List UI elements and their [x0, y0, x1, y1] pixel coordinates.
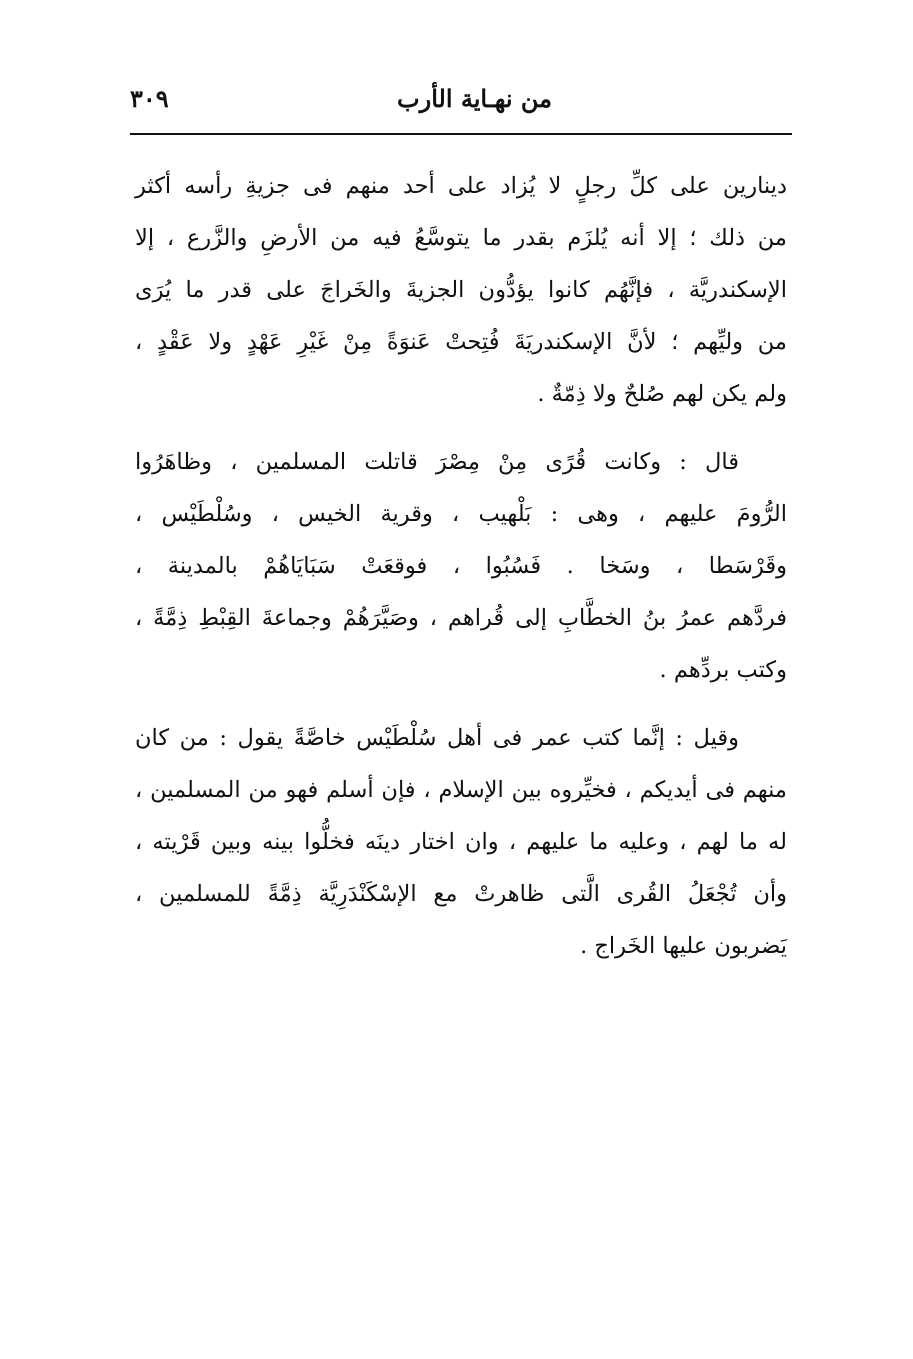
header-rule	[130, 133, 792, 135]
text-line: منهم فى أيديكم ، فخيِّروه بين الإسلام ، فإن أسلم فهو من المسلمين ،	[135, 777, 787, 803]
text-line: من وليِّهم ؛ لأنَّ الإسكندريَةَ فُتِحتْ عَنوَةً مِنْ غَيْرِ عَهْدٍ ولا عَقْدٍ ،	[135, 329, 787, 355]
text-line: من ذلك ؛ إلا أنه يُلزَم بقدر ما يتوسَّعُ فيه من الأرضِ والزَّرع ، إلا	[135, 225, 787, 251]
text-line: وقَرْسَطا ، وسَخا . فَسُبُوا ، فوقعَتْ سَبَايَاهُمْ بالمدينة ،	[135, 553, 787, 579]
text-line: ولم يكن لهم صُلحٌ ولا ذِمّةٌ .	[537, 381, 787, 407]
page-number: ٣٠٩	[130, 84, 169, 113]
running-title: من نهـاية الأرب	[397, 84, 552, 113]
text-line: دينارين على كلِّ رجلٍ لا يُزاد على أحد منهم فى جزيةِ رأسه أكثر	[135, 173, 787, 199]
text-line: فردَّهم عمرُ بنُ الخطَّابِ إلى قُراهم ، وصَيَّرَهُمْ وجماعةَ القِبْطِ ذِمَّةً ،	[135, 605, 787, 631]
text-line: وكتب بردِّهم .	[659, 657, 787, 683]
text-line: له ما لهم ، وعليه ما عليهم ، وان اختار دينَه فخلُّوا بينه وبين قَرْيته ،	[135, 829, 787, 855]
paragraph-2	[135, 436, 787, 696]
text-line: يَضربون عليها الخَراج .	[580, 933, 787, 959]
running-header	[130, 78, 792, 128]
text-line: قال : وكانت قُرًى مِنْ مِصْرَ قاتلت المسلمين ، وظاهَرُوا	[135, 449, 739, 475]
body-text	[135, 160, 787, 972]
text-line: وأن تُجْعَلُ القُرى الَّتى ظاهرتْ مع الإسْكَنْدَرِيَّة ذِمَّةً للمسلمين ،	[135, 881, 787, 907]
paragraph-1	[135, 160, 787, 420]
text-line: وقيل : إنَّما كتب عمر فى أهل سُلْطَيْس خاصَّةً يقول : من كان	[135, 725, 739, 751]
text-line: الرُّومَ عليهم ، وهى : بَلْهيب ، وقرية الخيس ، وسُلْطَيْس ،	[135, 501, 787, 527]
paragraph-3	[135, 712, 787, 972]
text-line: الإسكندريَّة ، فإنَّهُم كانوا يؤدُّون الجزيةَ والخَراجَ على قدر ما يُرَى	[135, 277, 787, 303]
